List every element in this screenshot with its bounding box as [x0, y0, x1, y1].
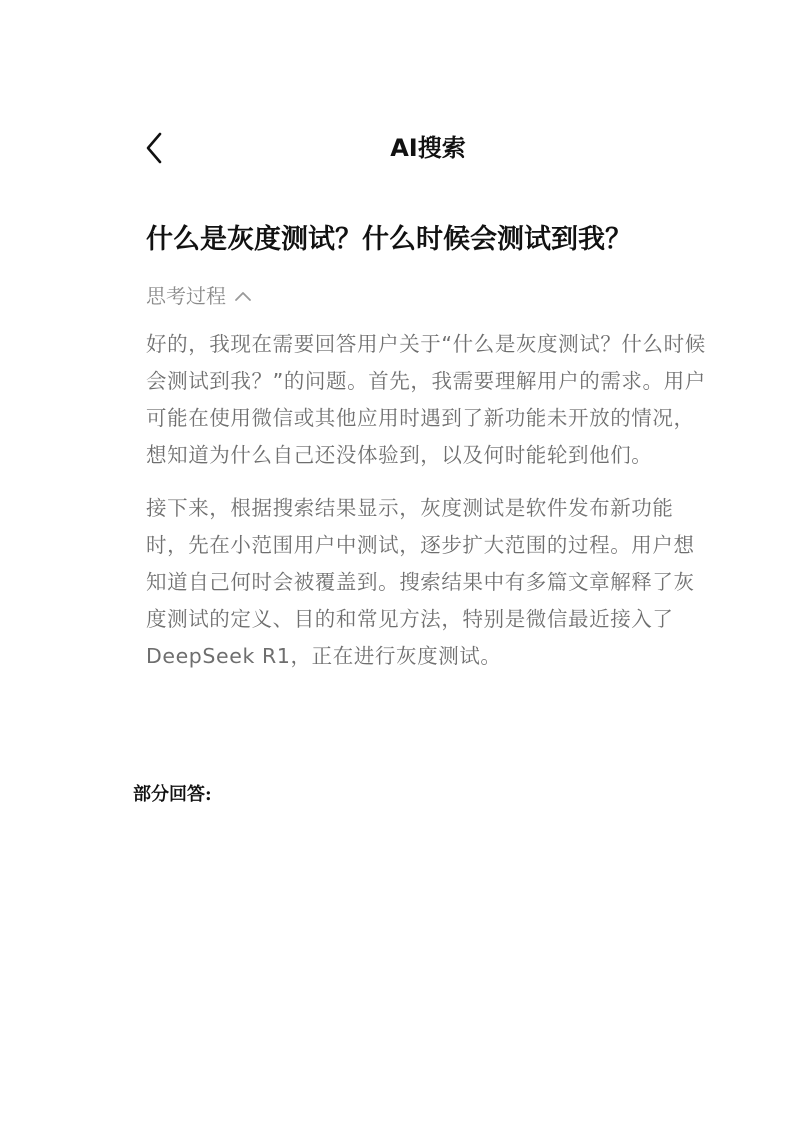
chevron-left-icon [140, 130, 170, 166]
thinking-paragraph: 好的，我现在需要回答用户关于“什么是灰度测试？什么时候会测试到我？”的问题。首先，我需要理解用户的需求。用户可能在使用微信或其他应用时遇到了新功能未开放的情况，想知道为什么自己还没体验到，以及何时能轮到他们。 [146, 332, 706, 467]
header-bar [0, 120, 793, 176]
thinking-paragraph: 接下来，根据搜索结果显示，灰度测试是软件发布新功能时，先在小范围用户中测试，逐步扩大范围的过程。用户想知道自己何时会被覆盖到。搜索结果中有多篇文章解释了灰度测试的定义、目的和常见方法，特别是微信最近接入了DeepSeek R1，正在进行灰度测试。 [146, 496, 695, 668]
thinking-process-label: 思考过程 [146, 284, 226, 308]
question-heading: 什么是灰度测试？什么时候会测试到我？ [146, 224, 632, 255]
thinking-process-content [146, 326, 712, 691]
back-button[interactable] [140, 130, 170, 166]
chevron-up-icon [234, 287, 252, 306]
page-title: AI搜索 [390, 134, 466, 162]
partial-answer-label: 部分回答: [133, 784, 212, 805]
thinking-process-toggle[interactable] [146, 280, 252, 312]
